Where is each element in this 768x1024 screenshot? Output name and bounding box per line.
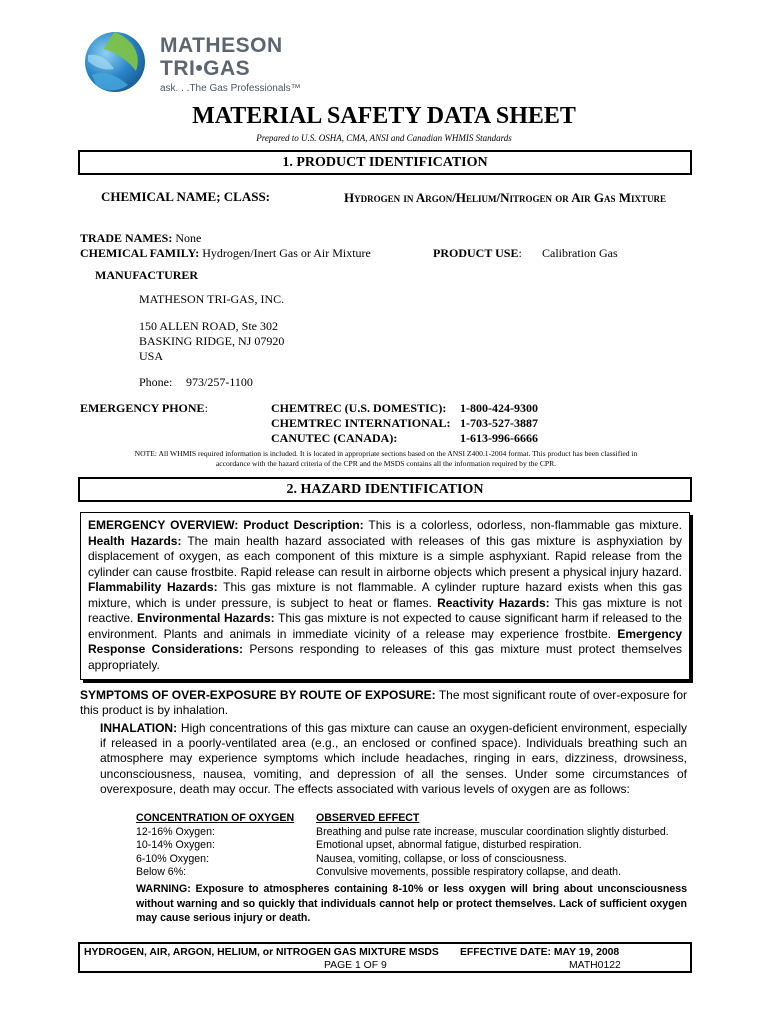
- emergency-overview-box: [80, 512, 690, 680]
- address-line-3: USA: [139, 349, 164, 363]
- phone-value: 973/257-1100: [186, 375, 253, 389]
- table-cell-concentration: 12-16% Oxygen:: [136, 825, 215, 838]
- table-row: [136, 853, 696, 867]
- inhalation-paragraph: [100, 721, 687, 797]
- trade-names-row: [80, 231, 201, 246]
- document-title: MATERIAL SAFETY DATA SHEET: [192, 103, 576, 129]
- emergency-phone-label: EMERGENCY PHONE: [80, 401, 205, 415]
- table-header-row: [136, 812, 696, 826]
- emergency-response-text: Persons responding to releases of this gas mixture must protect themselves appropriately.: [88, 642, 683, 672]
- product-use-value: Calibration Gas: [542, 246, 618, 260]
- emergency-response-label: Emergency Response Considerations:: [88, 626, 683, 656]
- emergency-org-3: CANUTEC (CANADA):: [271, 431, 398, 445]
- header-observed-effect: OBSERVED EFFECT: [316, 812, 420, 824]
- whmis-note-line-1: NOTE: All WHMIS required information is included. It is located in appropriate sections based on the ANSI Z400.1-2004 format. This product has been classified in: [134, 449, 638, 458]
- trade-names-value: None: [175, 231, 202, 245]
- footer-page-number: PAGE 1 OF 9: [324, 960, 387, 971]
- emergency-phone-colon: :: [204, 401, 208, 415]
- logo-tagline: ask. . .The Gas Professionals™: [160, 83, 301, 94]
- inhalation-label: INHALATION:: [100, 721, 178, 735]
- product-description-label: Product Description:: [243, 518, 364, 532]
- document-subtitle: Prepared to U.S. OSHA, CMA, ANSI and Canadian WHMIS Standards: [256, 133, 512, 143]
- flammability-hazards-text: This gas mixture is not flammable. A cylinder rupture hazard exists when this gas mixture, which is under pressure, is subject to heat or flames.: [88, 580, 683, 610]
- warning-text: Exposure to atmospheres containing 8-10% or less oxygen will bring about unconsciousness without warning and so quickly that individuals cannot help or protect themselves. Lack of sufficient oxygen may cause serious injury or death.: [136, 883, 687, 924]
- flammability-hazards-label: Flammability Hazards:: [88, 580, 218, 594]
- table-row: [136, 839, 696, 853]
- table-cell-effect: Nausea, vomiting, collapse, or loss of consciousness.: [316, 852, 567, 865]
- logo-text-matheson: MATHESON: [160, 34, 283, 57]
- oxygen-effects-table: [136, 812, 696, 880]
- table-cell-effect: Breathing and pulse rate increase, muscular coordination slightly disturbed.: [316, 825, 669, 838]
- whmis-note-line-2: accordance with the hazard criteria of the CPR and the MSDS contains all the information required by the CPR.: [215, 459, 557, 468]
- emergency-number-3: 1-613-996-6666: [460, 431, 538, 445]
- table-row: [136, 866, 696, 880]
- section-2-heading: 2. HAZARD IDENTIFICATION: [78, 477, 692, 502]
- health-hazards-label: Health Hazards:: [88, 533, 182, 548]
- footer-doc-code: MATH0122: [569, 960, 621, 971]
- table-cell-concentration: 6-10% Oxygen:: [136, 852, 210, 865]
- emergency-number-2: 1-703-527-3887: [460, 416, 538, 430]
- chemical-name-value: Hydrogen in Argon/Helium/Nitrogen or Air Gas Mixture: [343, 190, 667, 205]
- environmental-hazards-text: This gas mixture is not expected to cause significant harm if released to the environment. Plants and animals in immediate vicinity of a release may experience frostbite.: [88, 611, 682, 641]
- table-cell-effect: Emotional upset, abnormal fatigue, disturbed respiration.: [316, 839, 582, 852]
- product-use-colon: :: [518, 246, 522, 260]
- matheson-logo-globe-icon: [84, 31, 146, 93]
- table-cell-effect: Convulsive movements, possible respiratory collapse, and death.: [316, 866, 622, 879]
- warning-label: WARNING:: [136, 883, 191, 895]
- footer-product: HYDROGEN, AIR, ARGON, HELIUM, or NITROGEN GAS MIXTURE MSDS: [84, 947, 439, 958]
- phone-label: Phone:: [139, 375, 173, 389]
- symptoms-label: SYMPTOMS OF OVER-EXPOSURE BY ROUTE OF EXPOSURE:: [80, 688, 436, 702]
- address-line-1: 150 ALLEN ROAD, Ste 302: [139, 319, 278, 333]
- chemical-family-value: Hydrogen/Inert Gas or Air Mixture: [202, 246, 371, 260]
- manufacturer-label: MANUFACTURER: [95, 268, 199, 282]
- whmis-note: [86, 449, 686, 469]
- manufacturer-name: MATHESON TRI-GAS, INC.: [139, 292, 285, 306]
- footer-effective-date: EFFECTIVE DATE: MAY 19, 2008: [460, 947, 620, 958]
- table-cell-concentration: Below 6%:: [136, 866, 187, 879]
- inhalation-text: High concentrations of this gas mixture can cause an oxygen-deficient environment, especially if released in a poorly-ventilated area (e.g., an enclosed or confined space). Individuals breathing such an atmosphere may experience symptoms which include headaches, ringing in ears, dizziness, drowsiness, unconsciousness, nausea, vomiting, and depression of all the senses. Under some circumstances of overexposure, death may occur. The effects associated with various levels of oxygen are as follows:: [100, 721, 687, 796]
- chemical-name-label: CHEMICAL NAME; CLASS:: [101, 189, 271, 204]
- emergency-overview-label: EMERGENCY OVERVIEW:: [88, 518, 239, 532]
- chemical-family-row: [80, 246, 371, 261]
- product-use-row: [433, 246, 522, 261]
- trade-names-label: TRADE NAMES:: [80, 231, 173, 245]
- emergency-org-2: CHEMTREC INTERNATIONAL:: [271, 416, 451, 430]
- symptoms-paragraph: [80, 688, 687, 718]
- section-1-heading: 1. PRODUCT IDENTIFICATION: [78, 150, 692, 175]
- chemical-family-label: CHEMICAL FAMILY:: [80, 246, 200, 260]
- product-use-label: PRODUCT USE: [433, 246, 519, 260]
- logo-text-trigas: TRI•GAS: [160, 57, 251, 80]
- symptoms-text: The most significant route of over-exposure for this product is by inhalation.: [80, 688, 687, 718]
- emergency-number-1: 1-800-424-9300: [460, 401, 538, 415]
- health-hazards-text: The main health hazard associated with releases of this gas mixture is asphyxiation by displacement of oxygen, as each component of this mixture is a simple asphyxiant. Rapid release from the cylinder can cause frostbite. Rapid release can result in airborne objects which present a physical injury hazard.: [88, 533, 682, 579]
- header-concentration: CONCENTRATION OF OXYGEN: [136, 812, 295, 824]
- environmental-hazards-label: Environmental Hazards:: [136, 611, 275, 625]
- reactivity-hazards-label: Reactivity Hazards:: [437, 595, 550, 610]
- address-line-2: BASKING RIDGE, NJ 07920: [139, 334, 285, 348]
- table-row: [136, 826, 696, 840]
- footer-box: [78, 942, 692, 973]
- emergency-org-1: CHEMTREC (U.S. DOMESTIC):: [271, 401, 447, 415]
- product-description-text: This is a colorless, odorless, non-flammable gas mixture.: [368, 518, 683, 532]
- emergency-phone-label-row: [80, 401, 208, 416]
- table-cell-concentration: 10-14% Oxygen:: [136, 839, 215, 852]
- warning-paragraph: [136, 882, 687, 926]
- reactivity-hazards-text: This gas mixture is not reactive.: [88, 595, 682, 625]
